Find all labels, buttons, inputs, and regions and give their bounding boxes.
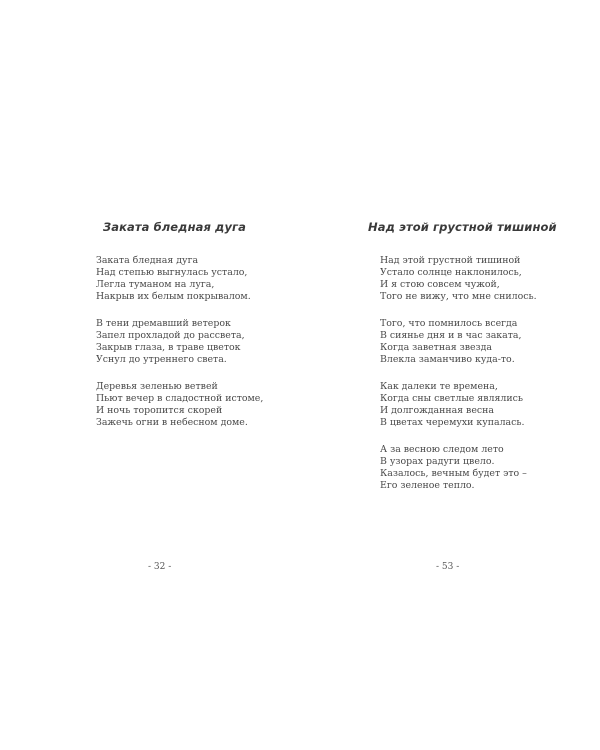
poem-line: Легла туманом на луга, bbox=[96, 279, 215, 291]
poem-line: Деревья зеленью ветвей bbox=[96, 380, 218, 392]
poem-line: Накрыв их белым покрывалом. bbox=[96, 291, 251, 303]
poem-line: И долгожданная весна bbox=[380, 404, 494, 416]
poem-line: И я стою совсем чужой, bbox=[380, 279, 500, 291]
poem-body bbox=[96, 255, 326, 444]
poem-line: Уснул до утреннего света. bbox=[96, 354, 227, 366]
stanza bbox=[380, 444, 600, 492]
poem-line: А за весною следом лето bbox=[380, 443, 504, 455]
right-page bbox=[300, 0, 600, 750]
poem-line: Запел прохладой до рассвета, bbox=[96, 329, 245, 341]
poem-line: Закрыв глаза, в траве цветок bbox=[96, 342, 241, 354]
poem-line: Как далеки те времена, bbox=[380, 380, 498, 392]
page-number: - 32 - bbox=[148, 562, 172, 572]
stanza bbox=[96, 318, 326, 366]
stanza bbox=[380, 381, 600, 429]
poem-line: Его зеленое тепло. bbox=[380, 479, 475, 491]
poem-line: В тени дремавший ветерок bbox=[96, 317, 231, 329]
poem-line: Того, что помнилось всегда bbox=[380, 317, 518, 329]
poem-line: Над этой грустной тишиной bbox=[380, 255, 521, 266]
poem-line: Устало солнце наклонилось, bbox=[380, 267, 522, 279]
page-number: - 53 - bbox=[436, 562, 460, 572]
poem-title: Заката бледная дуга bbox=[103, 220, 247, 234]
poem-line: Казалось, вечным будет это – bbox=[380, 467, 527, 479]
stanza bbox=[380, 255, 600, 303]
poem-line: Того не вижу, что мне снилось. bbox=[380, 291, 537, 303]
poem-line: Когда заветная звезда bbox=[380, 342, 493, 354]
stanza bbox=[96, 381, 326, 429]
poem-line: Влекла заманчиво куда-то. bbox=[380, 354, 515, 366]
stanza bbox=[380, 318, 600, 366]
stanza bbox=[96, 255, 326, 303]
poem-body bbox=[380, 255, 600, 507]
poem-line: В узорах радуги цвело. bbox=[380, 455, 495, 467]
poem-line: Зажечь огни в небесном доме. bbox=[96, 417, 248, 429]
poem-line: Пьют вечер в сладостной истоме, bbox=[96, 392, 264, 404]
poem-title: Над этой грустной тишиной bbox=[368, 220, 557, 234]
poem-line: И ночь торопится скорей bbox=[96, 404, 223, 416]
poem-line: Заката бледная дуга bbox=[96, 255, 199, 266]
poem-line: Над степью выгнулась устало, bbox=[96, 267, 248, 279]
poem-line: В сиянье дня и в час заката, bbox=[380, 329, 522, 341]
poem-line: В цветах черемухи купалась. bbox=[380, 417, 525, 429]
poem-line: Когда сны светлые являлись bbox=[380, 392, 523, 404]
